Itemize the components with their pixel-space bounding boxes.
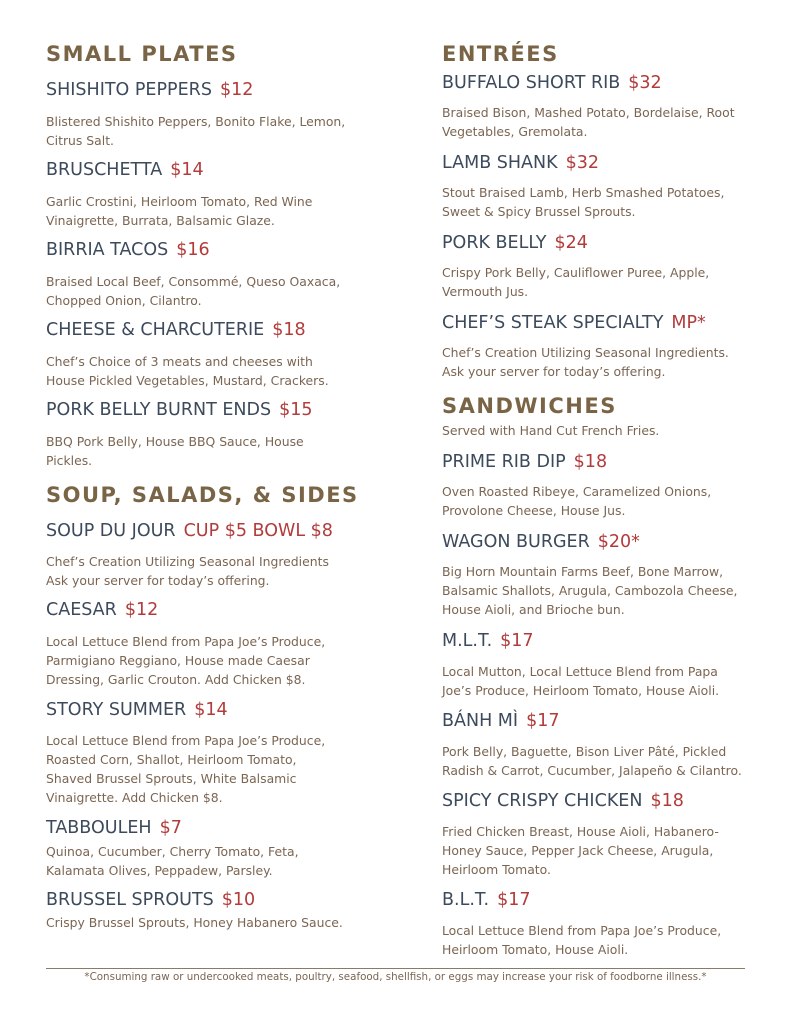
item-name: BUFFALO SHORT RIB: [442, 73, 621, 93]
menu-item-title: [46, 889, 255, 911]
menu-item-title: [442, 710, 559, 732]
desc-line: Roasted Corn, Shallot, Heirloom Tomato,: [46, 752, 297, 767]
soup-salads-sides-heading: SOUP, SALADS, & SIDES: [46, 483, 359, 507]
small-plates-heading: SMALL PLATES: [46, 42, 238, 66]
menu-item-title: [46, 319, 306, 341]
item-price: $16: [176, 240, 210, 260]
menu-item-title: [442, 72, 662, 94]
item-description: [46, 731, 325, 807]
desc-line: House Pickled Vegetables, Mustard, Crackers.: [46, 373, 329, 388]
desc-line: Local Lettuce Blend from Papa Joe’s Produce,: [442, 923, 722, 938]
desc-line: Braised Local Beef, Consommé, Queso Oaxaca,: [46, 274, 341, 289]
menu-item-title: [46, 817, 182, 839]
item-description: [46, 842, 299, 880]
desc-line: Parmigiano Reggiano, House made Caesar: [46, 653, 310, 668]
item-name: CHEESE & CHARCUTERIE: [46, 320, 265, 340]
item-name: SHISHITO PEPPERS: [46, 80, 212, 100]
desc-line: Big Horn Mountain Farms Beef, Bone Marrow,: [442, 564, 724, 579]
item-price: $12: [124, 600, 159, 620]
item-description: [442, 343, 729, 381]
desc-line: Chopped Onion, Cilantro.: [46, 293, 202, 308]
desc-line: Quinoa, Cucumber, Cherry Tomato, Feta,: [46, 844, 299, 859]
item-name: SOUP DU JOUR: [46, 521, 176, 541]
desc-line: Pork Belly, Baguette, Bison Liver Pâté, Pickled: [442, 744, 727, 759]
item-description: [46, 112, 345, 150]
desc-line: Radish & Carrot, Cucumber, Jalapeño & Cilantro.: [442, 763, 742, 778]
desc-line: Kalamata Olives, Peppadew, Parsley.: [46, 863, 273, 878]
item-price: $14: [170, 160, 204, 180]
desc-line: Heirloom Tomato.: [442, 862, 551, 877]
item-price: $32: [628, 73, 662, 93]
desc-line: Vinaigrette, Burrata, Balsamic Glaze.: [46, 213, 275, 228]
desc-line: Heirloom Tomato, House Aioli.: [442, 942, 629, 957]
item-name: PORK BELLY BURNT ENDS: [46, 400, 272, 420]
item-price: $17: [526, 711, 560, 731]
item-name: M.L.T.: [442, 631, 493, 651]
desc-line: Garlic Crostini, Heirloom Tomato, Red Wine: [46, 194, 313, 209]
item-description: [442, 822, 719, 879]
desc-line: Fried Chicken Breast, House Aioli, Habanero-: [442, 824, 719, 839]
item-name: B.L.T.: [442, 890, 490, 910]
menu-item-title: [442, 451, 607, 473]
desc-line: Stout Braised Lamb, Herb Smashed Potatoes,: [442, 185, 725, 200]
item-description: [442, 263, 709, 301]
desc-line: Local Lettuce Blend from Papa Joe’s Produce,: [46, 733, 326, 748]
item-description: [442, 482, 711, 520]
item-price: $14: [194, 700, 228, 720]
item-description: [442, 921, 721, 959]
desc-line: Crispy Pork Belly, Cauliflower Puree, Apple,: [442, 265, 710, 280]
desc-line: Blistered Shishito Peppers, Bonito Flake, Lemon,: [46, 114, 346, 129]
item-price: $17: [500, 631, 534, 651]
desc-line: Ask your server for today’s offering.: [442, 364, 666, 379]
item-name: BRUSSEL SPROUTS: [46, 890, 214, 910]
menu-item-title: [442, 152, 599, 174]
menu-item-title: [46, 599, 158, 621]
item-name: LAMB SHANK: [442, 153, 558, 173]
desc-line: House Aioli, and Brioche bun.: [442, 602, 625, 617]
desc-line: Braised Bison, Mashed Potato, Bordelaise, Root: [442, 105, 735, 120]
desc-line: Provolone Cheese, House Jus.: [442, 503, 626, 518]
menu-item-title: [442, 312, 706, 334]
menu-item-title: [46, 159, 204, 181]
desc-line: Vegetables, Gremolata.: [442, 124, 588, 139]
menu-item-title: [442, 889, 530, 911]
item-description: [46, 552, 329, 590]
desc-line: Joe’s Produce, Heirloom Tomato, House Aioli.: [442, 683, 720, 698]
item-description: [46, 272, 340, 310]
item-price: $18: [573, 452, 608, 472]
item-description: [442, 183, 724, 221]
item-price: $32: [565, 153, 600, 173]
menu-item-title: [442, 232, 588, 254]
desc-line: Balsamic Shallots, Arugula, Cambozola Cheese,: [442, 583, 738, 598]
desc-line: Ask your server for today’s offering.: [46, 573, 270, 588]
item-price: $15: [279, 400, 313, 420]
desc-line: BBQ Pork Belly, House BBQ Sauce, House: [46, 434, 304, 449]
sandwiches-subtitle: Served with Hand Cut French Fries.: [442, 423, 660, 438]
item-name: TABBOULEH: [46, 818, 152, 838]
desc-line: Citrus Salt.: [46, 133, 114, 148]
item-description: [442, 662, 719, 700]
desc-line: Pickles.: [46, 453, 93, 468]
item-price: $24: [554, 233, 588, 253]
item-description: [46, 352, 329, 390]
menu-item-title: [442, 531, 640, 553]
item-name: PRIME RIB DIP: [442, 452, 566, 472]
menu-item-title: [46, 239, 210, 261]
desc-line: Oven Roasted Ribeye, Caramelized Onions,: [442, 484, 712, 499]
item-name: CAESAR: [46, 600, 117, 620]
desc-line: Local Mutton, Local Lettuce Blend from Papa: [442, 664, 718, 679]
footer-divider: [46, 968, 745, 969]
item-description: [46, 632, 325, 689]
menu-item-title: [46, 79, 253, 101]
desc-line: Honey Sauce, Pepper Jack Cheese, Arugula,: [442, 843, 714, 858]
desc-line: Chef’s Creation Utilizing Seasonal Ingredients.: [442, 345, 729, 360]
menu-item-title: [46, 399, 312, 421]
item-name: SPICY CRISPY CHICKEN: [442, 791, 643, 811]
item-description: [442, 103, 735, 141]
item-price: CUP $5 BOWL $8: [183, 521, 333, 541]
item-description: [46, 432, 304, 470]
item-name: BIRRIA TACOS: [46, 240, 169, 260]
item-description: [46, 192, 312, 230]
item-name: PORK BELLY: [442, 233, 547, 253]
desc-line: Sweet & Spicy Brussel Sprouts.: [442, 204, 636, 219]
item-price: $18: [272, 320, 306, 340]
item-name: BÁNH MÌ: [442, 711, 519, 731]
item-description: [442, 742, 742, 780]
item-name: WAGON BURGER: [442, 532, 590, 552]
item-price: $18: [650, 791, 684, 811]
sandwiches-heading: SANDWICHES: [442, 394, 617, 418]
item-price: $7: [159, 818, 182, 838]
desc-line: Vermouth Jus.: [442, 284, 529, 299]
desc-line: Dressing, Garlic Crouton. Add Chicken $8.: [46, 672, 306, 687]
item-price: $20*: [597, 532, 640, 552]
desc-line: Chef’s Choice of 3 meats and cheeses with: [46, 354, 313, 369]
menu-item-title: [46, 520, 333, 542]
desc-line: Vinaigrette. Add Chicken $8.: [46, 790, 223, 805]
entrees-heading: ENTRÉES: [442, 42, 559, 66]
desc-line: Chef’s Creation Utilizing Seasonal Ingredients: [46, 554, 329, 569]
desc-line: Local Lettuce Blend from Papa Joe’s Produce,: [46, 634, 326, 649]
item-name: CHEF’S STEAK SPECIALTY: [442, 313, 664, 333]
menu-item-title: [46, 699, 228, 721]
desc-line: Crispy Brussel Sprouts, Honey Habanero Sauce.: [46, 915, 343, 930]
item-price: MP*: [671, 313, 706, 333]
item-description: [442, 562, 737, 619]
item-price: $17: [497, 890, 531, 910]
item-name: BRUSCHETTA: [46, 160, 163, 180]
menu-item-title: [442, 630, 534, 652]
menu-item-title: [442, 790, 684, 812]
item-description: [46, 913, 343, 932]
item-price: $12: [219, 80, 254, 100]
desc-line: Shaved Brussel Sprouts, White Balsamic: [46, 771, 297, 786]
item-name: STORY SUMMER: [46, 700, 187, 720]
foodborne-illness-disclaimer: *Consuming raw or undercooked meats, poultry, seafood, shellfish, or eggs may increase your risk of foodborne illness.*: [84, 971, 707, 983]
item-price: $10: [221, 890, 256, 910]
